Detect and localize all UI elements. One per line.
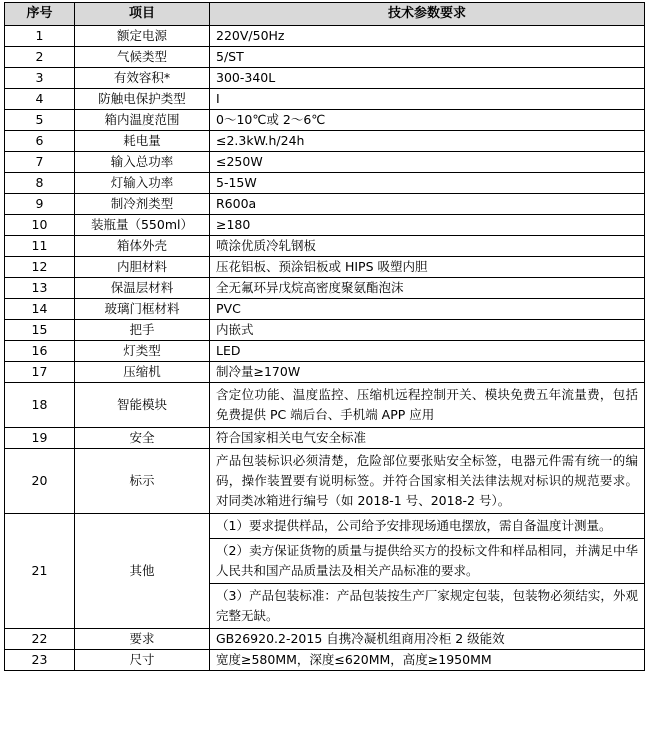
- row-no: 1: [5, 26, 75, 47]
- row-spec-sub: （1）要求提供样品，公司给予安排现场通电摆放，需自备温度计测量。: [210, 514, 645, 539]
- row-no: 4: [5, 89, 75, 110]
- row-item: 尺寸: [75, 650, 210, 671]
- row-item: 灯类型: [75, 341, 210, 362]
- row-item: 气候类型: [75, 47, 210, 68]
- row-spec: 0～10℃或 2～6℃: [210, 110, 645, 131]
- row-no: 7: [5, 152, 75, 173]
- row-item: 箱内温度范围: [75, 110, 210, 131]
- table-row: [5, 152, 645, 173]
- row-item: 智能模块: [75, 383, 210, 428]
- row-item: 压缩机: [75, 362, 210, 383]
- table-row: [5, 110, 645, 131]
- row-no: 8: [5, 173, 75, 194]
- table-row: [5, 383, 645, 428]
- row-spec: ≤2.3kW.h/24h: [210, 131, 645, 152]
- row-spec: ≤250W: [210, 152, 645, 173]
- row-no: 16: [5, 341, 75, 362]
- table-row: [5, 236, 645, 257]
- row-item: 装瓶量（550ml）: [75, 215, 210, 236]
- row-no: 20: [5, 449, 75, 514]
- row-item: 灯输入功率: [75, 173, 210, 194]
- row-spec: 5-15W: [210, 173, 645, 194]
- row-item: 把手: [75, 320, 210, 341]
- table-row: [5, 68, 645, 89]
- row-no: 3: [5, 68, 75, 89]
- row-no: 6: [5, 131, 75, 152]
- row-no: 13: [5, 278, 75, 299]
- row-spec: 全无氟环异戊烷高密度聚氨酯泡沫: [210, 278, 645, 299]
- table-row: [5, 26, 645, 47]
- row-spec: ≥180: [210, 215, 645, 236]
- row-item: 耗电量: [75, 131, 210, 152]
- table-row: [5, 428, 645, 449]
- row-item: 要求: [75, 629, 210, 650]
- table-row: [5, 194, 645, 215]
- header-item: 项目: [75, 3, 210, 26]
- table-row: [5, 173, 645, 194]
- row-spec: R600a: [210, 194, 645, 215]
- row-no: 10: [5, 215, 75, 236]
- header-no: 序号: [5, 3, 75, 26]
- table-row: [5, 257, 645, 278]
- row-item: 制冷剂类型: [75, 194, 210, 215]
- row-spec: GB26920.2-2015 自携冷凝机组商用冷柜 2 级能效: [210, 629, 645, 650]
- row-spec: 300-340L: [210, 68, 645, 89]
- row-item: 标示: [75, 449, 210, 514]
- row-item: 其他: [75, 514, 210, 629]
- row-item: 输入总功率: [75, 152, 210, 173]
- table-row: [5, 131, 645, 152]
- row-item: 箱体外壳: [75, 236, 210, 257]
- row-spec: 5/ST: [210, 47, 645, 68]
- table-row: [5, 362, 645, 383]
- row-no: 9: [5, 194, 75, 215]
- row-spec: 符合国家相关电气安全标准: [210, 428, 645, 449]
- row-spec: 喷涂优质冷轧钢板: [210, 236, 645, 257]
- row-no: 15: [5, 320, 75, 341]
- table-row: [5, 278, 645, 299]
- row-no: 18: [5, 383, 75, 428]
- spec-table: [4, 2, 645, 671]
- table-row: [5, 47, 645, 68]
- row-spec: I: [210, 89, 645, 110]
- row-spec-sub: （2）卖方保证货物的质量与提供给买方的投标文件和样品相同，并满足中华人民共和国产品质量法及相关产品标准的要求。: [210, 539, 645, 584]
- row-no: 11: [5, 236, 75, 257]
- row-item: 玻璃门框材料: [75, 299, 210, 320]
- row-no: 19: [5, 428, 75, 449]
- row-spec: 内嵌式: [210, 320, 645, 341]
- table-row: [5, 215, 645, 236]
- row-no: 23: [5, 650, 75, 671]
- row-item: 内胆材料: [75, 257, 210, 278]
- row-spec-sub: （3）产品包装标准：产品包装按生产厂家规定包装，包装物必须结实，外观完整无缺。: [210, 584, 645, 629]
- table-row: [5, 299, 645, 320]
- header-row: [5, 3, 645, 26]
- table-row: [5, 629, 645, 650]
- row-item: 防触电保护类型: [75, 89, 210, 110]
- row-spec: LED: [210, 341, 645, 362]
- row-item: 额定电源: [75, 26, 210, 47]
- row-spec: 制冷量≥170W: [210, 362, 645, 383]
- row-no: 17: [5, 362, 75, 383]
- row-spec: 压花铝板、预涂铝板或 HIPS 吸塑内胆: [210, 257, 645, 278]
- row-no: 5: [5, 110, 75, 131]
- row-item: 有效容积*: [75, 68, 210, 89]
- row-item: 安全: [75, 428, 210, 449]
- row-item: 保温层材料: [75, 278, 210, 299]
- table-row: [5, 341, 645, 362]
- row-spec: 宽度≥580MM，深度≤620MM，高度≥1950MM: [210, 650, 645, 671]
- header-spec: 技术参数要求: [210, 3, 645, 26]
- row-spec: PVC: [210, 299, 645, 320]
- row-spec: 含定位功能、温度监控、压缩机远程控制开关、模块免费五年流量费，包括免费提供 PC 端后台、手机端 APP 应用: [210, 383, 645, 428]
- row-no: 2: [5, 47, 75, 68]
- table-row: [5, 514, 645, 539]
- row-no: 21: [5, 514, 75, 629]
- row-no: 12: [5, 257, 75, 278]
- row-no: 22: [5, 629, 75, 650]
- row-no: 14: [5, 299, 75, 320]
- row-spec: 220V/50Hz: [210, 26, 645, 47]
- row-spec: 产品包装标识必须清楚，危险部位要张贴安全标签，电器元件需有统一的编码，操作装置要有说明标签。并符合国家相关法律法规对标识的规范要求。对同类冰箱进行编号（如 2018-1 号、2018-2 号）。: [210, 449, 645, 514]
- table-row: [5, 449, 645, 514]
- table-row: [5, 650, 645, 671]
- table-row: [5, 320, 645, 341]
- table-row: [5, 89, 645, 110]
